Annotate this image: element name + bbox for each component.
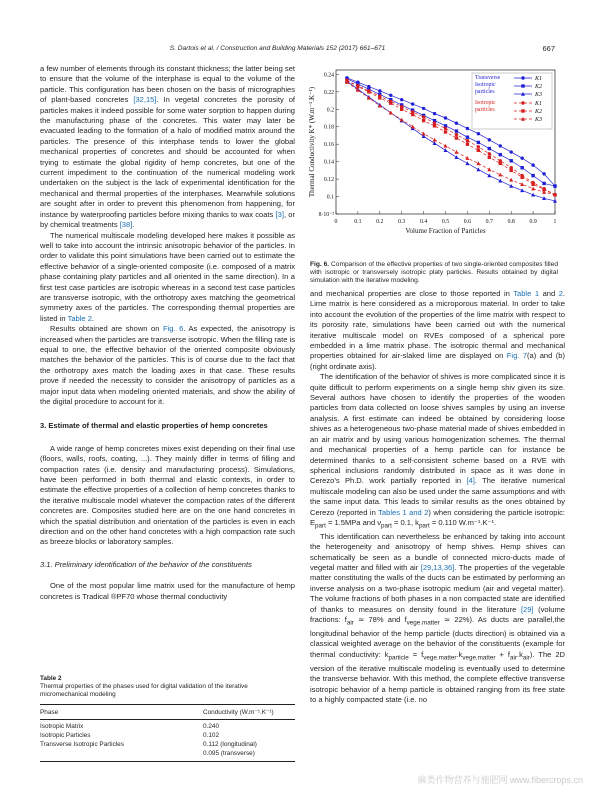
x-axis-label: Volume Fraction of Particles — [405, 227, 486, 235]
table-cell: Isotropic Particles — [40, 732, 91, 739]
legend-group-label: particles — [475, 107, 495, 113]
data-point — [433, 141, 437, 145]
legend-series-label: K1 — [535, 76, 543, 82]
legend-marker — [521, 101, 524, 104]
reference-link[interactable]: [32,15] — [133, 95, 157, 105]
data-point — [488, 147, 491, 150]
x-tick-label: 0.4 — [419, 219, 428, 225]
reference-link[interactable]: [29,13,36] — [420, 563, 455, 573]
y-tick-label: 8·10⁻² — [318, 212, 334, 218]
data-point — [488, 156, 491, 159]
legend-series-label: K3 — [535, 117, 543, 123]
data-point — [477, 132, 480, 135]
data-point — [520, 176, 523, 179]
x-tick-label: 0.2 — [376, 219, 384, 225]
x-tick-label: 1 — [553, 219, 557, 225]
data-point — [444, 116, 447, 119]
data-point — [433, 112, 436, 115]
data-point — [510, 159, 513, 162]
data-point — [356, 85, 359, 88]
table-row — [40, 732, 295, 741]
data-point — [454, 150, 458, 154]
data-point — [389, 101, 392, 104]
figure-6 — [308, 64, 563, 260]
legend-series-label: K2 — [535, 84, 543, 90]
table-header-row — [40, 705, 295, 720]
data-point — [531, 163, 534, 166]
table-link[interactable]: Tables 1 and 2 — [378, 507, 429, 517]
page-number: 667 — [542, 44, 555, 53]
data-point — [433, 138, 437, 142]
y-tick-label: 0.2 — [326, 107, 334, 114]
conductivity-chart — [308, 64, 563, 260]
data-point — [499, 144, 502, 147]
table-cell: 0.102 — [203, 732, 219, 739]
data-point — [400, 108, 403, 111]
data-point — [422, 115, 425, 118]
data-point — [510, 150, 513, 153]
x-tick-label: 0.5 — [441, 219, 450, 225]
data-point — [455, 136, 458, 139]
data-point — [378, 96, 381, 99]
table-link[interactable]: 2 — [558, 289, 563, 298]
data-point — [476, 161, 480, 165]
data-point — [488, 152, 491, 155]
legend-marker — [521, 109, 524, 112]
legend-group-label: Isotropic — [475, 82, 496, 88]
data-point — [542, 172, 545, 175]
data-point — [477, 141, 480, 144]
table-title: Table 2 — [40, 675, 62, 682]
left-column — [40, 64, 295, 602]
right-column — [310, 289, 565, 705]
data-point — [487, 167, 491, 171]
data-point — [531, 187, 535, 191]
running-header — [40, 44, 555, 56]
data-point — [487, 174, 491, 178]
section-heading: 3. Estimate of thermal and elastic properties of hemp concretes — [40, 421, 268, 431]
data-point — [498, 179, 502, 183]
data-point — [400, 98, 403, 101]
y-tick-label: 0.16 — [323, 142, 334, 149]
legend-group-label: particles — [475, 89, 495, 95]
column-header: Phase — [40, 705, 203, 720]
data-point — [466, 127, 469, 130]
figure-caption — [310, 261, 558, 286]
reference-link[interactable]: [29] — [520, 604, 534, 614]
data-point — [477, 149, 480, 152]
caption-text: Comparison of the effective properties of two single-oriented composites filled with isotropic or transversely isotropic platy particles. Results obtained by digital simulation with the iterative modeling. — [310, 261, 558, 285]
figure-label: Fig. 6. — [310, 261, 330, 268]
y-axis-label: Thermal Conductivity K* (W.m⁻¹.K⁻¹) — [308, 86, 316, 198]
data-point — [367, 90, 370, 93]
data-point — [466, 136, 469, 139]
reference-link[interactable]: [4] — [466, 476, 475, 486]
legend-group-label: Isotropic — [475, 100, 496, 106]
journal-citation: S. Dartois et al. / Construction and Building Materials 152 (2017) 661–671 — [169, 45, 386, 52]
data-point — [378, 89, 381, 92]
data-point — [455, 129, 458, 132]
data-point — [531, 183, 534, 186]
data-point — [488, 138, 491, 141]
reference-link[interactable]: [38] — [119, 220, 133, 230]
paragraph: A wide range of hemp concretes mixes exist depending on their final use (floors, walls, roofs, coating, ...). They mainly differ in terms of filling and compaction rates (i.e. density and manufacturing process). Simulations, have been performed in both thermal and elastic contexts, in order to estimate the effective properties of a collection of hemp concretes thanks to the iterative multiscale model whatever the compaction rates of the different concretes are. Composites studied here are on the one hand concretes in which the spatial distribution and orientation of the particles is even in each direction and on the other hand concretes with a high compaction rate such as breeze blocks or laboratory samples. — [40, 443, 295, 547]
table-cell — [40, 750, 203, 762]
table-link[interactable]: Table 2 — [67, 313, 92, 323]
legend-series-label: K2 — [535, 109, 543, 115]
data-point — [465, 161, 469, 165]
data-point — [444, 148, 448, 152]
data-point — [553, 184, 556, 187]
subsection-heading: 3.1. Preliminary identification of the behavior of the constituents — [40, 559, 252, 569]
data-point — [389, 111, 393, 115]
data-point — [466, 142, 469, 145]
x-tick-label: 0.9 — [529, 219, 537, 225]
legend-group-label: Transverse — [475, 75, 501, 81]
y-tick-label: 0.1 — [326, 194, 334, 201]
table-link[interactable]: Table 1 — [513, 289, 540, 298]
paragraph: This identification can nevertheless be enhanced by taking into account the heterogeneity and anisotropy of hemp shives. Hemp shives can schematically be seen as a bundle of connected micro-ducts made of vegetal matter and filled with air [29,13,36]. The properties of the vegetable matter constituting the walls of the ducts can be estimated by performing an inverse analysis on a two-phase isotropic medium (air and vegetal matter). The volume fractions of both phases in a non compacted state are identified of thanks to measures on density found in the literature [29] (volume fractions: $f_{air}$ ≃ 78% and $f_{vege.matter}$ ≃ 22%). As ducts are parallel,the longitudinal behavior of the hemp particle (ducts direction) is obtained via a classical weighted average on the behavior of the constituents (example for thermal conductivity: $k_{particle} = f_{vege.matter}.k_{vege.matter} + f_{air}.k_{air}$). The 2D version of the iterative multiscale modeling is eventually used to determine the transverse behavior. With this method, the complete effective transverse isotropic behavior of a hemp particle is obtained ranging from its free state to a highly compacted state (i.e. no — [310, 531, 565, 704]
y-tick-label: 0.24 — [323, 72, 334, 79]
y-tick-label: 0.22 — [323, 89, 334, 96]
table-cell: Isotropic Matrix — [40, 723, 84, 730]
figure-link[interactable]: Fig. 6 — [162, 324, 184, 334]
legend-marker — [521, 76, 524, 79]
data-point — [444, 127, 447, 130]
data-point — [455, 122, 458, 125]
data-point — [509, 178, 513, 182]
table-row — [40, 750, 295, 762]
table-2 — [40, 675, 295, 762]
table — [40, 704, 295, 762]
x-tick-label: 0.7 — [485, 219, 493, 225]
data-point — [411, 125, 415, 129]
data-point — [520, 156, 523, 159]
table-cell: Transverse Isotropic Particles — [40, 741, 124, 748]
data-point — [433, 124, 436, 127]
data-point — [411, 102, 414, 105]
data-point — [422, 119, 425, 122]
data-point — [476, 167, 480, 171]
data-point — [520, 166, 523, 169]
data-point — [454, 155, 458, 159]
x-tick-label: 0.3 — [398, 219, 406, 225]
watermark: 麻类作物营养与施肥网 www.fibercrops.cn — [417, 775, 583, 785]
legend-series-label: K1 — [535, 101, 543, 107]
paragraph: One of the most popular lime matrix used for the manufacture of hemp concretes is Tradical ®PF70 whose thermal conductivity — [40, 581, 295, 601]
data-point — [465, 156, 469, 160]
data-point — [422, 107, 425, 110]
table-row — [40, 723, 295, 732]
y-tick-label: 0.14 — [323, 159, 334, 166]
data-point — [444, 144, 448, 148]
data-point — [510, 169, 513, 172]
table-row — [40, 741, 295, 750]
column-header: Conductivity (W.m⁻¹.K⁻¹) — [203, 705, 295, 720]
data-point — [542, 182, 545, 185]
table-cell: 0.095 (transverse) — [203, 750, 295, 762]
table-cell: 0.112 (longitudinal) — [203, 741, 257, 748]
data-point — [455, 133, 458, 136]
paragraph: The numerical multiscale modeling developed here makes it possible as well to take into account the intrinsic anisotropic behavior of the particles. In order to validate this point simulations have been carried out to estimate the effective behavior of a single-oriented composite (i.e. composed of a matrix phase containing platy particles and all oriented in the same direction). In a first test case particles are isotropic whereas in a second test case particles are transverse isotropic, with the orthotropy axes matching the geometrical symmetry axes of the particles. The corresponding thermal properties are listed in Table 2. — [40, 230, 295, 323]
table-cell: 0.240 — [203, 723, 219, 730]
x-tick-label: 0 — [334, 219, 338, 225]
y-tick-label: 0.12 — [323, 177, 334, 184]
data-point — [422, 132, 426, 136]
x-tick-label: 0.8 — [507, 219, 515, 225]
x-tick-label: 0.6 — [463, 219, 472, 225]
paragraph: The identification of the behavior of shives is more complicated since it is quite difficult to perform experiments on a single hemp shiv given its size. Several authors have chosen to identify the properties of the wooden particles from data collected on loose shives samples by using an inverse analysis. A first estimate can indeed be obtained by considering loose shives as a heterogeneous two-phase material made of shives embedded in an air matrix and by using various homogenization schemes. The thermal and mechanical properties of a hemp particle can for instance be determined thanks to a self-consistent scheme based on a RVE with spherical inclusions randomly distributed in space as it was done in Cerezo’s Ph.D. work partially reported in [4]. The iterative numerical multiscale modeling can also be used under the same assumptions and with the same input data. This leads to similar results as the ones obtained by Cerezo (reported in Tables 1 and 2) when considering the particle isotropic: $E_{part} = 1.5MPa$ and $\nu_{part} = 0.1$, $k_{part} = 0.110$ W.m⁻¹.K⁻¹. — [310, 372, 566, 530]
data-point — [509, 184, 513, 188]
data-point — [411, 113, 414, 116]
legend-series-label: K3 — [535, 92, 543, 98]
data-point — [466, 139, 469, 142]
data-point — [499, 162, 502, 165]
paragraph: Results obtained are shown on Fig. 6. As expected, the anisotropy is increased when the particles are transverse isotropic. When the filling rate is equal to one, the effective behavior of the oriented composite obviously matches the behavior of the particles. This is of course due to the fact that the orthotropy axes match the loading axes in that case. These results prove if needed the necessity to consider the anisotropy of particles as a major input data when modeling oriented materials, and show the ability of the digital procedure to account for it. — [40, 324, 295, 406]
data-point — [498, 173, 502, 177]
reference-link[interactable]: [3] — [275, 209, 284, 219]
data-point — [444, 130, 447, 133]
figure-link[interactable]: Fig. 7 — [506, 351, 528, 361]
data-point — [477, 145, 480, 148]
y-tick-label: 0.18 — [323, 124, 334, 131]
legend-marker — [521, 84, 524, 87]
paragraph: and mechanical properties are close to those reported in Table 1 and 2. Lime matrix is here considered as a microporous material. In order to take into account the evolution of the properties of the lime matrix with respect to its porosity rate, simulations have been carried out with the numerical iterative multiscale model on RVEs composed of a spherical pore embedded in a lime matrix phase. The isotropic thermal and mechanical properties obtained for air-slaked lime are displayed on Fig. 7(a) and (b) (right ordinate axis). — [310, 289, 566, 371]
data-point — [389, 94, 392, 97]
x-tick-label: 0.1 — [354, 219, 362, 225]
data-point — [499, 153, 502, 156]
table-caption: Thermal properties of the phases used for digital validation of the iterative micromechanical modeling — [40, 683, 248, 698]
data-point — [531, 174, 534, 177]
paragraph: a few number of elements through its constant thickness; the latter being set to ensure that the volume of the interphase is equal to the volume of the particle. This configuration has been chosen on the basis of micrographies of plant-based concretes [32,15]. In vegetal concretes the porosity of particles makes it indeed possible for some water sorption to happen during the manufacturing phase of the concretes. This water may later be evacuated leading to the formation of a halo of modified matrix around the particles. The presence of this interphase tends to lower the global mechanical properties of concretes and should be accounted for when trying to estimate the global rigidity of hemp concretes, but one of the current impediment to the continuation of the numerical modeling work undertaken on the subject is the lack of experimental identification for the mechanical and thermal properties of the interphases. Meanwhile solutions are sought after in order to prevent this phenomenon from happening, for instance by waterproofing particles before mixing thanks to wax coats [3], or by chemical treatments [38]. — [40, 64, 296, 230]
